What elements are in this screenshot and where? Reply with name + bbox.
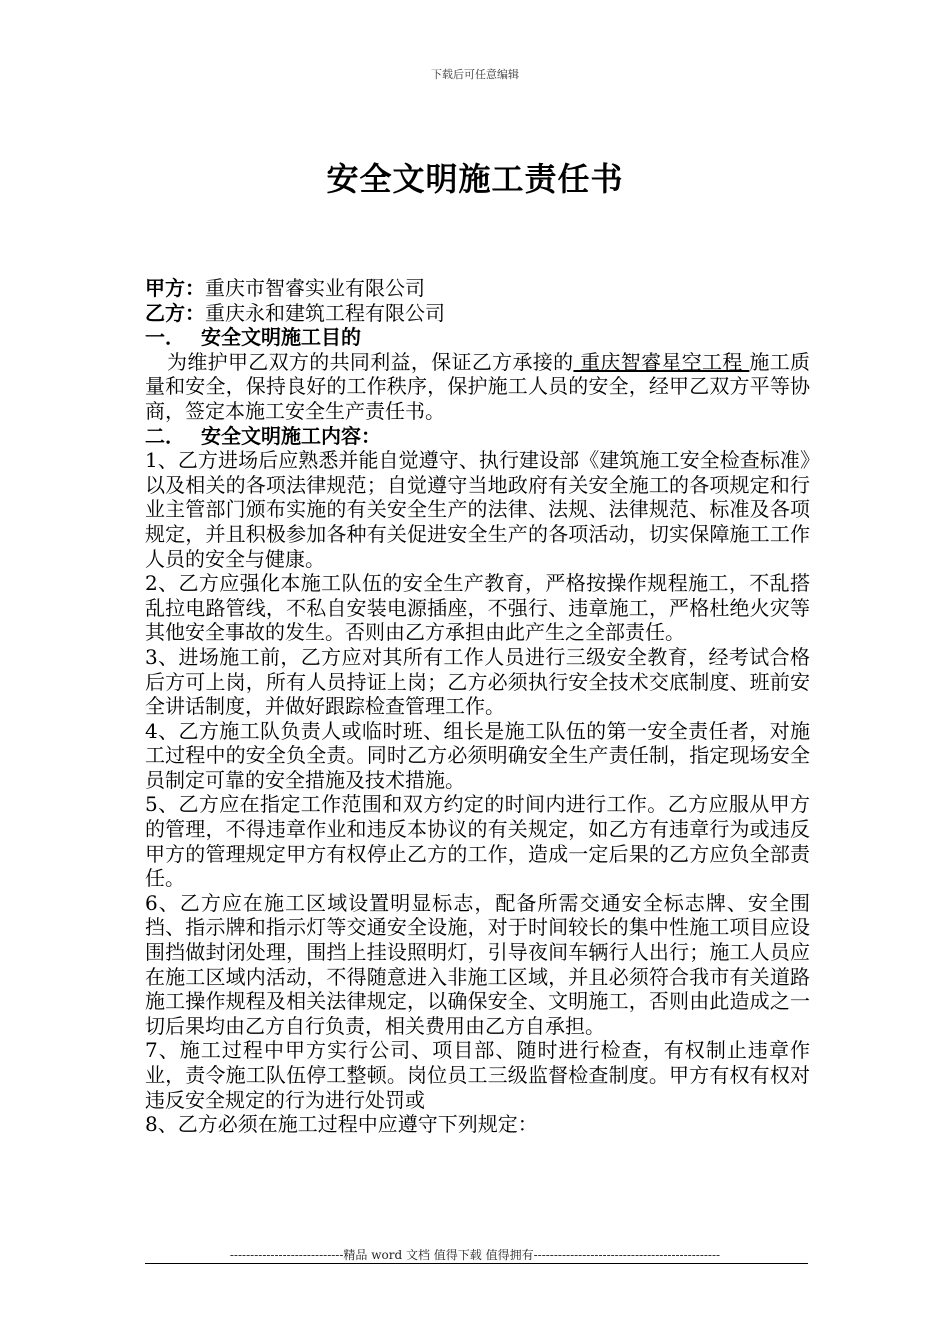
clause-2: 2、乙方应强化本施工队伍的安全生产教育，严格按操作规程施工，不乱搭乱拉电路管线，不私自安装电源插座，不强行、违章施工，严格杜绝火灾等其他安全事故的发生。否则由乙方承担由此产生之全部责任。 (145, 571, 810, 645)
party-a-line (145, 276, 810, 301)
footer-divider (145, 1263, 808, 1264)
section-1-heading (145, 325, 810, 350)
clause-1: 1、乙方进场后应熟悉并能自觉遵守、执行建设部《建筑施工安全检查标准》以及相关的各项法律规范；自觉遵守当地政府有关安全施工的各项规定和行业主管部门颁布实施的有关安全生产的法律、法规、法律规范、标准及各项规定，并且积极参加各种有关促进安全生产的各项活动，切实保障施工工作人员的安全与健康。 (145, 448, 810, 571)
clause-5: 5、乙方应在指定工作范围和双方约定的时间内进行工作。乙方应服从甲方的管理，不得违章作业和违反本协议的有关规定，如乙方有违章行为或违反甲方的管理规定甲方有权停止乙方的工作，造成一定后果的乙方应负全部责任。 (145, 792, 810, 891)
section-1-para-prefix: 为维护甲乙双方的共同利益，保证乙方承接的 (167, 349, 574, 374)
clause-3: 3、进场施工前，乙方应对其所有工作人员进行三级安全教育，经考试合格后方可上岗，所有人员持证上岗；乙方必须执行安全技术交底制度、班前安全讲话制度，并做好跟踪检查管理工作。 (145, 644, 810, 719)
section-1-number: 一． (145, 325, 185, 350)
section-2-number: 二． (145, 423, 185, 448)
party-a-label: 甲方： (145, 276, 205, 300)
project-name: 重庆智睿星空工程 (573, 349, 750, 374)
clause-7: 7、施工过程中甲方实行公司、项目部、随时进行检查，有权制止违章作业，责令施工队伍停工整顿。岗位员工三级监督检查制度。甲方有权有权对违反安全规定的行为进行处罚或 (145, 1038, 810, 1112)
footer-note: ----------------------------精品 word 文档 值得下载 值得拥有---------------------------------------------- (229, 1248, 721, 1262)
header-note: 下载后可任意编辑 (431, 68, 519, 81)
party-b-value: 重庆永和建筑工程有限公司 (205, 300, 445, 325)
section-1-para-suffix: 施工质量和安全，保持良好的工作秩序，保护施工人员的安全，经甲乙双方平等协商，签定本施工安全生产责任书。 (145, 349, 811, 423)
section-2-title: 安全文明施工内容： (201, 423, 381, 448)
clause-4: 4、乙方施工队负责人或临时班、组长是施工队伍的第一安全责任者，对施工过程中的安全负全责。同时乙方必须明确安全生产责任制，指定现场安全员制定可靠的安全措施及技术措施。 (145, 718, 810, 792)
clause-8: 8、乙方必须在施工过程中应遵守下列规定： (145, 1112, 538, 1137)
document-title: 安全文明施工责任书 (326, 160, 624, 198)
section-2-heading (145, 424, 810, 449)
party-b-line (145, 301, 810, 326)
party-a-value: 重庆市智睿实业有限公司 (205, 276, 425, 300)
section-1-title: 安全文明施工目的 (201, 325, 361, 350)
document-body (145, 276, 810, 1137)
clause-6: 6、乙方应在施工区域设置明显标志，配备所需交通安全标志牌、安全围挡、指示牌和指示灯等交通安全设施，对于时间较长的集中性施工项目应设围挡做封闭处理，围挡上挂设照明灯，引导夜间车辆行人出行；施工人员应在施工区域内活动，不得随意进入非施工区域，并且必须符合我市有关道路施工操作规程及相关法律规定，以确保安全、文明施工，否则由此造成之一切后果均由乙方自行负责，相关费用由乙方自承担。 (145, 890, 810, 1038)
section-1-paragraph (145, 350, 810, 424)
party-b-label: 乙方： (145, 300, 205, 325)
